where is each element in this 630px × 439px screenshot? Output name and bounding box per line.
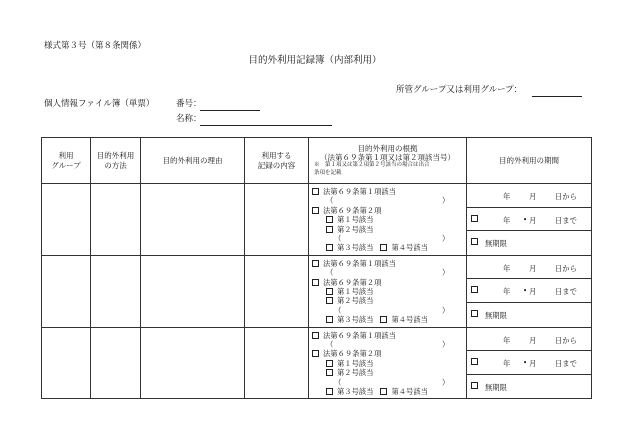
period-indefinite-row[interactable]: 無期限 — [467, 303, 591, 327]
checkbox-period-until[interactable] — [471, 358, 478, 365]
table-row — [42, 255, 592, 327]
checkbox-item-2[interactable] — [326, 297, 333, 304]
group-label: 所管グループ又は利用グループ： — [396, 85, 523, 95]
name-input-line[interactable] — [200, 125, 332, 126]
group-input-line[interactable] — [532, 96, 582, 97]
checkbox-article69-2[interactable] — [312, 279, 319, 286]
cell-basis: 法第６９条第１項該当 （ ） 法第６９条第２項 第１号該当 第２号該当 （ ） 第３号該当 第４号該当 — [309, 255, 467, 327]
cell-group[interactable] — [42, 184, 91, 256]
period-to-row[interactable]: 年 月 日まで • — [467, 279, 591, 303]
checkbox-item-1[interactable] — [326, 288, 333, 295]
dot-mark: • — [523, 215, 528, 224]
cell-reason[interactable] — [141, 255, 245, 327]
header-basis: 目的外利用の根拠 （法第６９条第１項又は第２項該当号） ※ 第１項又は第２項第２号該当の場合は出合 条項を記載 — [309, 138, 467, 184]
period-from-row[interactable]: 年 月 日から — [467, 184, 591, 208]
checkbox-item-3[interactable] — [326, 316, 333, 323]
cell-content[interactable] — [245, 255, 309, 327]
name-label: 名称： — [176, 114, 202, 124]
period-from-row[interactable]: 年 月 日から — [467, 328, 591, 352]
cell-basis: 法第６９条第１項該当 （ ） 法第６９条第２項 第１号該当 第２号該当 （ ） 第３号該当 第４号該当 — [309, 327, 467, 399]
checkbox-indefinite[interactable] — [471, 238, 478, 245]
checkbox-indefinite[interactable] — [471, 382, 478, 389]
cell-period — [467, 255, 592, 327]
checkbox-indefinite[interactable] — [471, 310, 478, 317]
checkbox-article69-2[interactable] — [312, 207, 319, 214]
header-content: 利用する 記録の内容 — [245, 138, 309, 184]
table-row — [42, 327, 592, 399]
checkbox-period-until[interactable] — [471, 215, 478, 222]
checkbox-article69-2[interactable] — [312, 350, 319, 357]
checkbox-item-1[interactable] — [326, 216, 333, 223]
checkbox-item-4[interactable] — [380, 244, 387, 251]
period-from-row[interactable]: 年 月 日から — [467, 256, 591, 280]
checkbox-item-4[interactable] — [380, 316, 387, 323]
checkbox-item-1[interactable] — [326, 360, 333, 367]
dot-mark: • — [523, 287, 528, 296]
file-register-label: 個人情報ファイル簿（単票） — [44, 99, 155, 109]
table-header-row — [42, 138, 592, 184]
cell-method[interactable] — [91, 184, 141, 256]
document-title: 目的外利用記録簿（内部利用） — [248, 55, 382, 66]
period-to-row[interactable]: 年 月 日まで • — [467, 351, 591, 375]
checkbox-period-until[interactable] — [471, 286, 478, 293]
usage-record-table — [41, 137, 592, 399]
checkbox-item-2[interactable] — [326, 226, 333, 233]
number-label: 番号： — [176, 99, 202, 109]
header-reason: 目的外利用の理由 — [141, 138, 245, 184]
cell-method[interactable] — [91, 327, 141, 399]
period-to-row[interactable]: 年 月 日まで • — [467, 208, 591, 232]
dot-mark: • — [523, 359, 528, 368]
period-indefinite-row[interactable]: 無期限 — [467, 231, 591, 255]
checkbox-article69-1[interactable] — [312, 260, 319, 267]
number-input-line[interactable] — [200, 110, 260, 111]
header-method: 目的外利用 の方法 — [91, 138, 141, 184]
cell-method[interactable] — [91, 255, 141, 327]
cell-reason[interactable] — [141, 184, 245, 256]
checkbox-item-2[interactable] — [326, 369, 333, 376]
cell-basis: 法第６９条第１項該当 （ ） 法第６９条第２項 第１号該当 第２号該当 （ ） 第３号該当 第４号該当 — [309, 184, 467, 256]
table-row — [42, 184, 592, 256]
cell-group[interactable] — [42, 255, 91, 327]
cell-period — [467, 327, 592, 399]
cell-group[interactable] — [42, 327, 91, 399]
checkbox-article69-1[interactable] — [312, 332, 319, 339]
cell-period — [467, 184, 592, 256]
cell-reason[interactable] — [141, 327, 245, 399]
header-group: 利用 グループ — [42, 138, 91, 184]
checkbox-article69-1[interactable] — [312, 188, 319, 195]
form-number: 様式第３号（第８条関係） — [44, 41, 147, 51]
checkbox-item-3[interactable] — [326, 388, 333, 395]
header-period: 目的外利用の期間 — [467, 138, 592, 184]
cell-content[interactable] — [245, 184, 309, 256]
checkbox-item-4[interactable] — [380, 388, 387, 395]
cell-content[interactable] — [245, 327, 309, 399]
period-indefinite-row[interactable]: 無期限 — [467, 375, 591, 399]
checkbox-item-3[interactable] — [326, 244, 333, 251]
